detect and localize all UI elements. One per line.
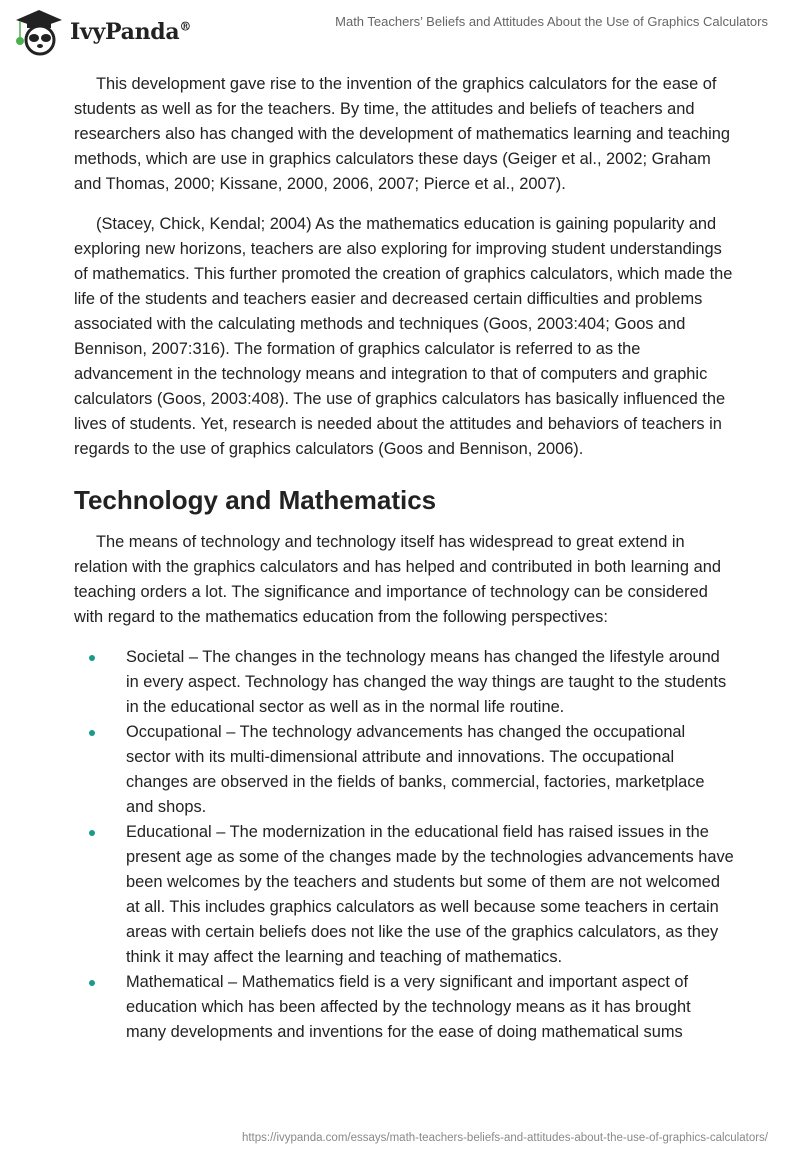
bullet-icon — [89, 830, 95, 836]
list-item — [74, 970, 734, 1045]
brand-name: IvyPanda — [70, 19, 180, 45]
paragraph: (Stacey, Chick, Kendal; 2004) As the mathematics education is gaining popularity and exploring new horizons, teachers are also exploring for improving student understandings of mathematics. This further promoted the creation of graphics calculators, which made the life of the students and teachers easier and decreased certain difficulties and problems associated with the calculating methods and techniques (Goos, 2003:404; Goos and Bennison, 2007:316). The formation of graphics calculator is referred to as the advancement in the technology means and integration to that of computers and graphic calculators (Goos, 2003:408). The use of graphics calculators has basically influenced the lives of students. Yet, research is needed about the attitudes and behaviors of teachers in regards to the use of graphics calculators (Goos and Bennison, 2006). — [74, 215, 733, 458]
list-item — [74, 820, 734, 970]
paragraph: The means of technology and technology itself has widespread to great extend in relation with the graphics calculators and has helped and contributed in both learning and teaching orders a lot. The significance and importance of technology can be considered with regard to the mathematics education from the following perspectives: — [74, 533, 721, 626]
bullet-icon — [89, 655, 95, 661]
list-item-text: Mathematical – Mathematics field is a very significant and important aspect of education which has been affected by the technology means as it has brought many developments and inventions for the ease of doing mathematical sums — [126, 973, 691, 1041]
list-item-text: Occupational – The technology advancements has changed the occupational sector with its multi-dimensional attribute and innovations. The occupational changes are observed in the fields of banks, commercial, factories, marketplace and shops. — [126, 723, 705, 816]
source-url-link[interactable]: https://ivypanda.com/essays/math-teachers-beliefs-and-attitudes-about-the-use-of-graphics-calculators/ — [241, 1132, 768, 1144]
list-item — [74, 720, 734, 820]
bullet-icon — [89, 730, 95, 736]
ivypanda-logo[interactable] — [14, 8, 191, 56]
perspectives-list — [74, 645, 734, 1045]
list-item-text: Societal – The changes in the technology means has changed the lifestyle around in every aspect. Technology has changed the way things are taught to the students in the educational sector as well as in the normal life routine. — [126, 648, 727, 716]
paragraph: This development gave rise to the invention of the graphics calculators for the ease of students as well as for the teachers. By time, the attitudes and beliefs of teachers and researchers also has changed with the development of mathematics learning and teaching methods, which are use in graphics calculators these days (Geiger et al., 2002; Graham and Thomas, 2000; Kissane, 2000, 2006, 2007; Pierce et al., 2007). — [74, 75, 731, 193]
registered-mark: ® — [179, 19, 192, 34]
list-item — [74, 645, 734, 720]
essay-content — [74, 72, 734, 1045]
document-title: Math Teachers’ Beliefs and Attitudes About the Use of Graphics Calculators — [335, 14, 768, 29]
panda-graduate-icon — [14, 8, 64, 56]
bullet-icon — [89, 980, 95, 986]
section-heading: Technology and Mathematics — [74, 485, 437, 515]
list-item-text: Educational – The modernization in the educational field has raised issues in the present age as some of the changes made by the technologies advancements have been welcomes by the teachers and students but some of them are not welcomed at all. This includes graphics calculators as well because some teachers in certain areas with certain beliefs does not like the use of the graphics calculators, as they think it may affect the learning and teaching of mathematics. — [126, 823, 734, 966]
